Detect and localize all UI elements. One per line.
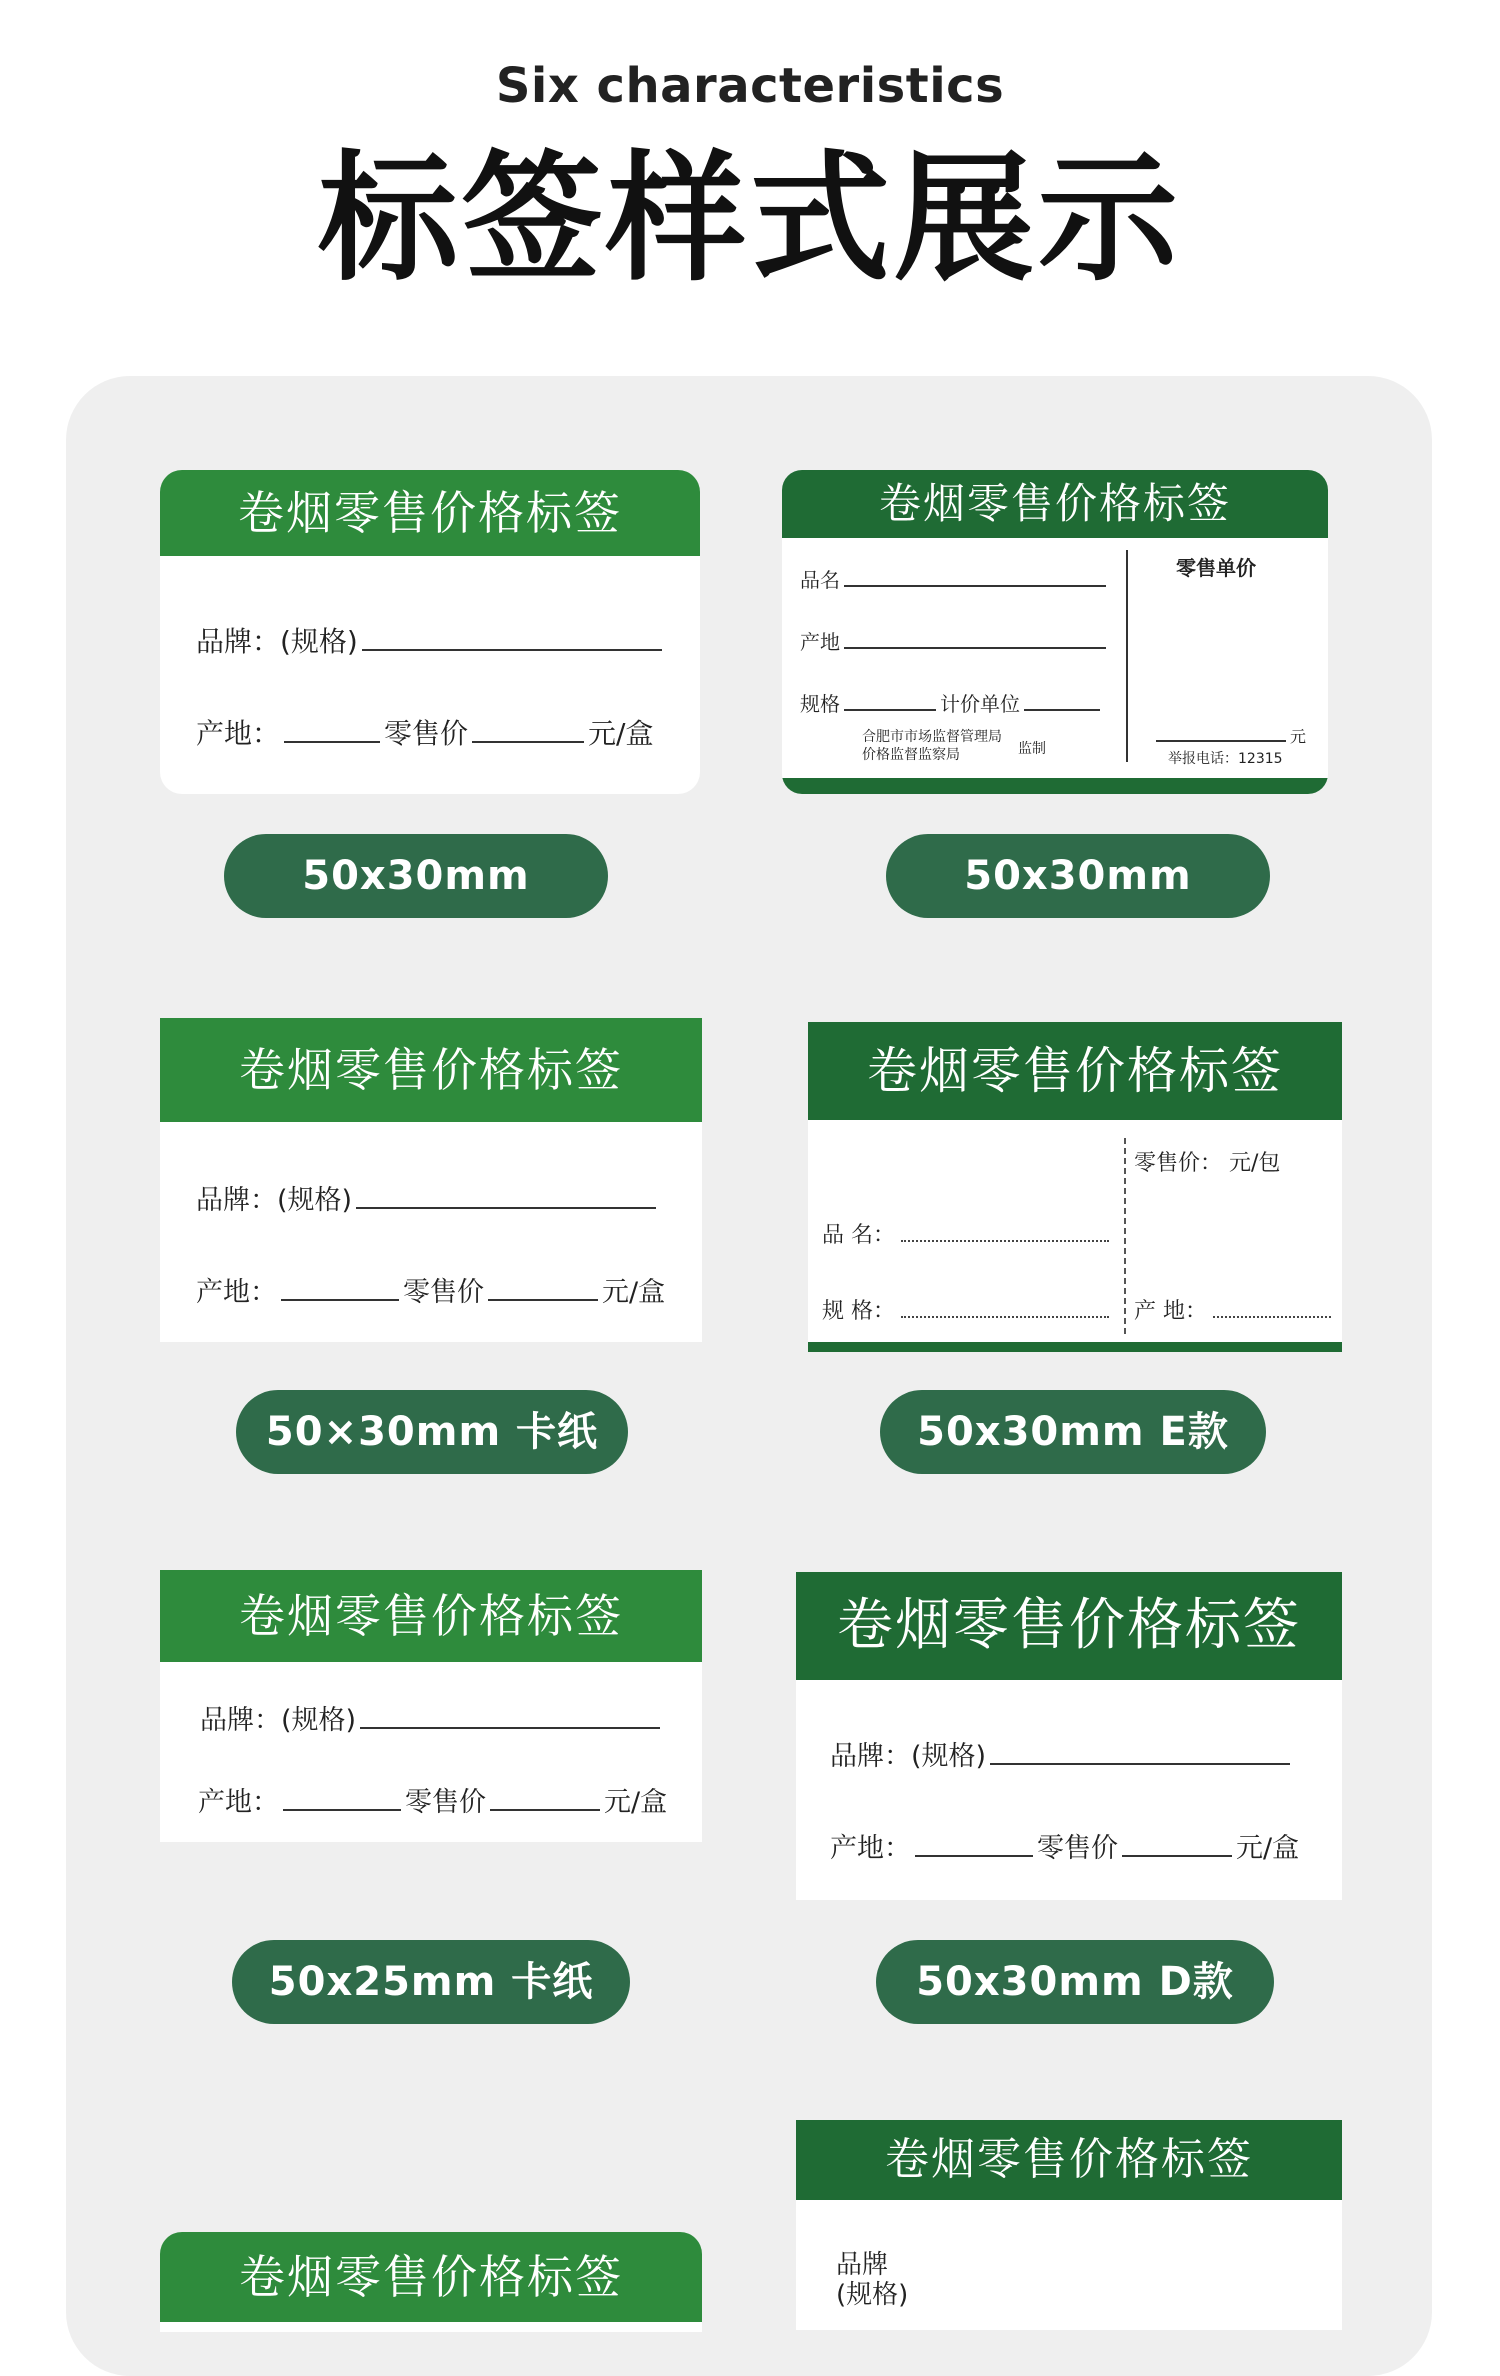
brand-line: 品牌：(规格) [200,1698,664,1737]
spec-line: 规 格： [822,1294,1109,1325]
retail-unit-price: 零售单价 [1176,556,1256,580]
retail-line: 零售价： 元/包 [1134,1151,1281,1176]
label-card-1 [160,470,700,794]
label-footer-band [782,778,1328,794]
divider [1126,550,1128,762]
label-card-3 [160,1018,702,1342]
divider [1124,1138,1126,1334]
size-badge: 50x30mm E款 [880,1390,1266,1474]
hotline: 举报电话：12315 [1168,751,1283,767]
size-badge: 50×30mm 卡纸 [236,1390,628,1474]
label-header: 卷烟零售价格标签 [160,1570,702,1662]
label-card-8 [160,2232,702,2332]
price-line: 元 [1152,724,1306,747]
brand-line: 品牌：(规格) [196,1178,660,1217]
label-header: 卷烟零售价格标签 [160,1018,702,1122]
origin-line: 产地 [800,626,1110,655]
size-badge: 50x30mm D款 [876,1940,1274,2024]
label-header: 卷烟零售价格标签 [160,2232,702,2322]
origin-price-line: 产地： 零售价 元/盒 [830,1833,1300,1864]
brand-line: 品牌：(规格) [196,620,666,660]
size-badge: 50x25mm 卡纸 [232,1940,630,2024]
label-header: 卷烟零售价格标签 [160,470,700,556]
origin-price-line: 产地： 零售价 元/盒 [198,1787,668,1818]
label-header: 卷烟零售价格标签 [782,470,1328,538]
label-card-4 [808,1022,1342,1352]
spec-line: 规格 计价单位 [800,688,1104,717]
origin-line: 产 地： [1134,1294,1331,1325]
label-header: 卷烟零售价格标签 [796,1572,1342,1680]
size-badge: 50x30mm [224,834,608,918]
name-line: 品名 [800,564,1110,593]
label-card-5 [160,1570,702,1842]
label-header: 卷烟零售价格标签 [808,1022,1342,1120]
name-line: 品 名： [822,1218,1109,1249]
header-subtitle: Six characteristics [495,58,1005,114]
label-card-6 [796,1572,1342,1900]
size-badge: 50x30mm [886,834,1270,918]
brand-line: 品牌：(规格) [830,1734,1294,1773]
origin-price-line: 产地： 零售价 元/盒 [196,717,654,750]
label-footer-band [808,1342,1342,1352]
supervise-mark: 监制 [1018,741,1046,757]
brand-label: 品牌 (规格) [836,2250,909,2310]
label-card-7 [796,2120,1342,2330]
origin-price-line: 产地： 零售价 元/盒 [196,1277,666,1308]
label-card-2 [782,470,1328,794]
supervise-text: 合肥市市场监督管理局 价格监督监察局 [862,729,1002,763]
page-title: 标签样式展示 [317,138,1182,301]
label-header: 卷烟零售价格标签 [796,2120,1342,2200]
